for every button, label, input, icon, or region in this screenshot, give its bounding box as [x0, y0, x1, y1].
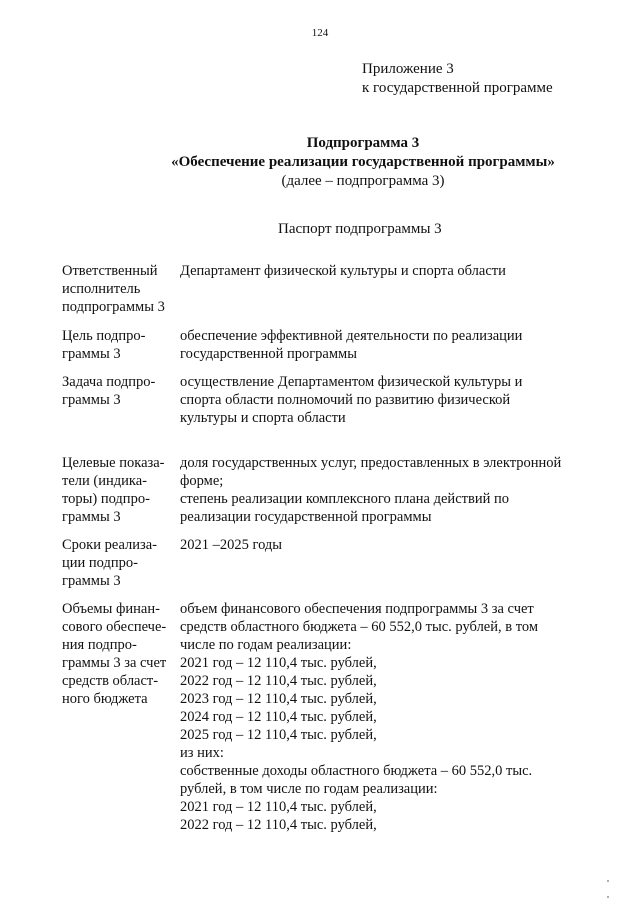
- row-value-terms: [180, 536, 282, 554]
- value-line: из них:: [180, 745, 224, 761]
- row-label-terms: [62, 536, 157, 590]
- value-line: Департамент физической культуры и спорта области: [180, 263, 506, 279]
- row-label-task: [62, 373, 155, 409]
- label-line: Ответственный: [62, 263, 158, 279]
- value-line: реализации государственной программы: [180, 509, 432, 525]
- value-line: 2024 год – 12 110,4 тыс. рублей,: [180, 709, 377, 725]
- row-value-goal: [180, 327, 522, 363]
- value-line: форме;: [180, 473, 224, 489]
- value-line: 2022 год – 12 110,4 тыс. рублей,: [180, 817, 377, 833]
- label-line: исполнитель: [62, 281, 141, 297]
- value-line: объем финансового обеспечения подпрограммы 3 за счет: [180, 601, 534, 617]
- scan-speck: [607, 896, 609, 898]
- label-line: Объемы финан-: [62, 601, 160, 617]
- passport-title: Паспорт подпрограммы 3: [278, 221, 442, 237]
- label-line: Сроки реализа-: [62, 537, 158, 553]
- value-line: доля государственных услуг, предоставленных в электронной: [180, 455, 562, 471]
- value-line: культуры и спорта области: [180, 410, 346, 426]
- subprogram-title: Подпрограмма 3: [306, 135, 420, 151]
- row-label-funding: [62, 600, 166, 708]
- value-line: рублей, в том числе по годам реализации:: [180, 781, 438, 797]
- label-line: сового обеспече-: [62, 619, 167, 635]
- label-line: граммы 3: [62, 573, 121, 589]
- label-line: граммы 3: [62, 509, 121, 525]
- value-line: спорта области полномочий по развитию физической: [180, 392, 511, 408]
- label-line: Задача подпро-: [62, 374, 156, 390]
- row-value-indicators: [180, 454, 561, 526]
- label-line: подпрограммы 3: [62, 299, 165, 315]
- label-line: средств област-: [62, 673, 159, 689]
- subprogram-name: «Обеспечение реализации государственной программы»: [171, 154, 555, 170]
- value-line: 2021 –2025 годы: [180, 537, 283, 553]
- row-value-responsible: [180, 262, 506, 280]
- page-number: 124: [311, 27, 329, 39]
- annex-line-1: Приложение 3: [362, 61, 454, 77]
- label-line: Цель подпро-: [62, 328, 146, 344]
- label-line: ного бюджета: [62, 691, 148, 707]
- row-label-goal: [62, 327, 145, 363]
- value-line: 2021 год – 12 110,4 тыс. рублей,: [180, 655, 377, 671]
- label-line: граммы 3 за счет: [62, 655, 167, 671]
- value-line: 2023 год – 12 110,4 тыс. рублей,: [180, 691, 377, 707]
- label-line: ции подпро-: [62, 555, 138, 571]
- value-line: 2025 год – 12 110,4 тыс. рублей,: [180, 727, 377, 743]
- row-value-task: [180, 373, 522, 427]
- value-line: степень реализации комплексного плана действий по: [180, 491, 509, 507]
- label-line: тели (индика-: [62, 473, 147, 489]
- annex-block: [362, 60, 553, 98]
- value-line: 2022 год – 12 110,4 тыс. рублей,: [180, 673, 377, 689]
- scan-speck: [607, 880, 609, 882]
- value-line: осуществление Департаментом физической культуры и: [180, 374, 523, 390]
- value-line: обеспечение эффективной деятельности по реализации: [180, 328, 523, 344]
- label-line: граммы 3: [62, 392, 121, 408]
- value-line: 2021 год – 12 110,4 тыс. рублей,: [180, 799, 377, 815]
- row-label-responsible: [62, 262, 165, 316]
- value-line: собственные доходы областного бюджета – 60 552,0 тыс.: [180, 763, 533, 779]
- label-line: торы) подпро-: [62, 491, 150, 507]
- annex-line-2: к государственной программе: [362, 80, 553, 96]
- row-value-funding: [180, 600, 538, 834]
- label-line: ния подпро-: [62, 637, 137, 653]
- value-line: государственной программы: [180, 346, 357, 362]
- value-line: числе по годам реализации:: [180, 637, 352, 653]
- subprogram-subtitle: (далее – подпрограмма 3): [281, 173, 445, 189]
- label-line: Целевые показа-: [62, 455, 165, 471]
- value-line: средств областного бюджета – 60 552,0 тыс. рублей, в том: [180, 619, 539, 635]
- row-label-indicators: [62, 454, 165, 526]
- label-line: граммы 3: [62, 346, 121, 362]
